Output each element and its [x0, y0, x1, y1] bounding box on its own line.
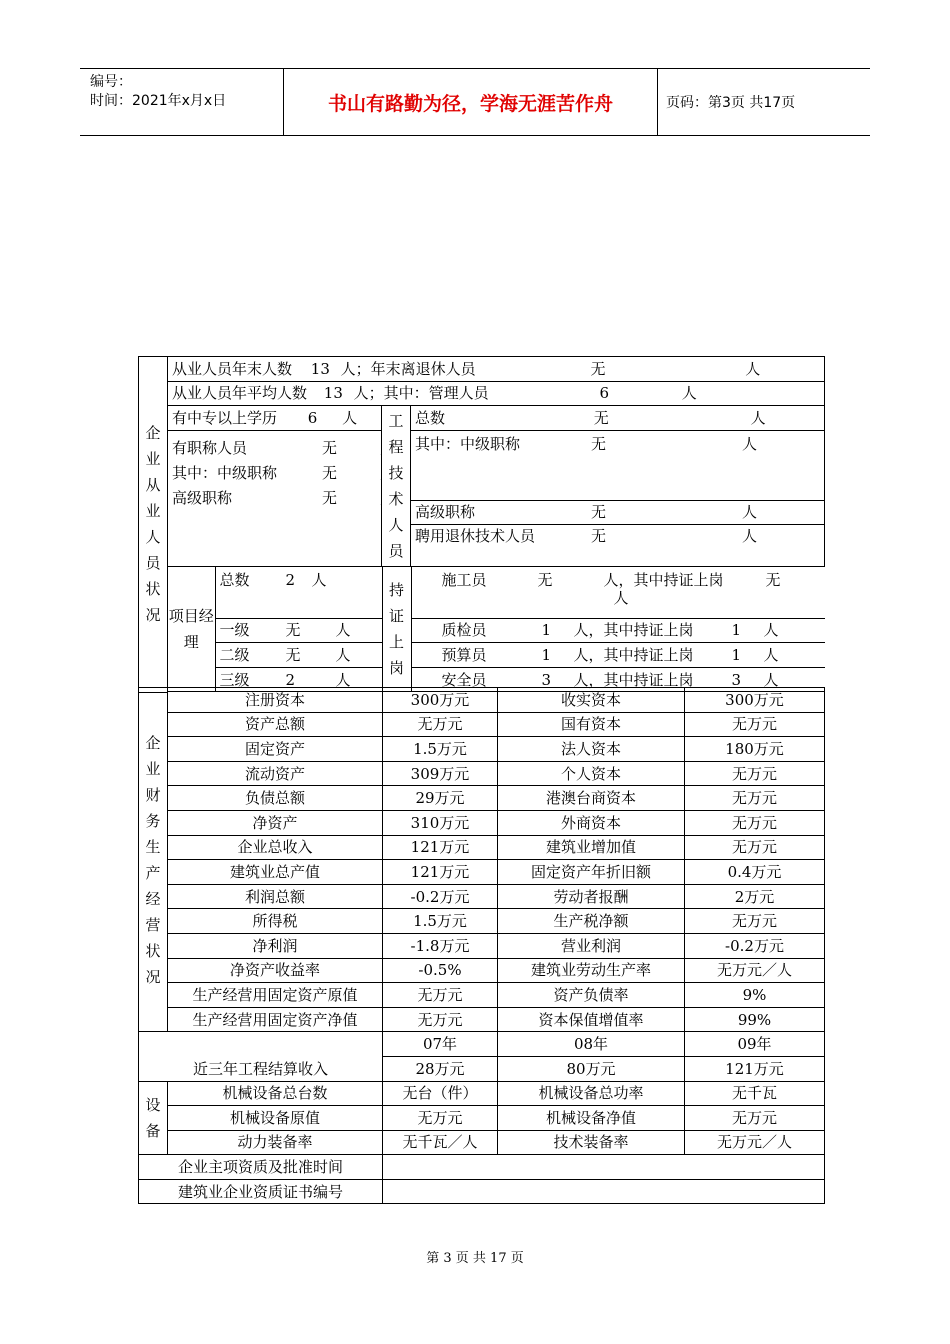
finance-cell: 资产总额 [168, 712, 383, 737]
finance-cell: 个人资本 [498, 761, 685, 786]
table-row [139, 737, 825, 762]
staff-cell: 13 [310, 359, 330, 378]
finance-cell: -1.8万元 [383, 933, 498, 958]
staff-cell: 人；其中：管理人员 [353, 384, 489, 403]
finance-cell: 无万元 [685, 712, 825, 737]
table-row [139, 884, 825, 909]
income-value: 121万元 [685, 1056, 825, 1081]
table-row [139, 983, 825, 1008]
equipment-cell: 无万元 [383, 1106, 498, 1131]
staff-cell: 1 [541, 621, 552, 640]
staff-cell: 无 [285, 646, 301, 665]
staff-cell [380, 489, 382, 507]
finance-cell: 营业利润 [498, 933, 685, 958]
table-row [139, 381, 825, 406]
finance-cell: 负债总额 [168, 786, 383, 811]
staff-cell: 有中专以上学历 [172, 408, 278, 427]
finance-cell: 121万元 [383, 835, 498, 860]
income-year: 09年 [685, 1032, 825, 1057]
finance-cell: 资产负债率 [498, 983, 685, 1008]
finance-cell: 无万元 [383, 712, 498, 737]
staff-cell: 无 [591, 527, 607, 546]
staff-cell: 从业人员年末人数 [172, 359, 293, 378]
table-row [139, 1007, 825, 1032]
staff-cell: 一级 [219, 621, 250, 640]
income-year: 07年 [383, 1032, 498, 1057]
finance-cell: 300万元 [383, 688, 498, 713]
finance-cell: 净资产收益率 [168, 958, 383, 983]
staff-cell: 2 [285, 571, 296, 590]
equipment-cell: 机械设备总功率 [498, 1081, 685, 1106]
table-row [139, 835, 825, 860]
table-row [139, 357, 825, 382]
finance-cell: 121万元 [383, 860, 498, 885]
finance-cell: 建筑业增加值 [498, 835, 685, 860]
equipment-section-label: 设备 [139, 1081, 168, 1155]
finance-cell: 国有资本 [498, 712, 685, 737]
finance-cell: 注册资本 [168, 688, 383, 713]
table-row [139, 567, 825, 693]
staff-cell: 人，其中持证上岗 [573, 621, 694, 640]
staff-cell: 人，其中持证上岗 [573, 646, 694, 665]
staff-cell: 总数 [415, 408, 446, 427]
finance-cell: 无万元 [685, 761, 825, 786]
equipment-cell: 无万元／人 [685, 1130, 825, 1155]
table-row [139, 712, 825, 737]
staff-cell: 其中：中级职称 [172, 463, 278, 482]
staff-cell: 人 [750, 408, 766, 427]
finance-cell: 无万元 [685, 909, 825, 934]
staff-cell: 预算员 [441, 646, 487, 665]
staff-cell: 3 [541, 670, 552, 689]
enterprise-info-table [138, 356, 825, 693]
staff-cell: 人，其中持证上岗 [573, 670, 694, 689]
finance-cell: 1.5万元 [383, 737, 498, 762]
staff-cell: 人 [681, 384, 697, 403]
income-value: 80万元 [498, 1056, 685, 1081]
staff-section-label: 企业从业人员状况 [139, 357, 168, 693]
staff-cell: 三级 [219, 670, 250, 689]
finance-body [139, 688, 825, 1204]
finance-cell: 无万元 [685, 786, 825, 811]
finance-cell: 180万元 [685, 737, 825, 762]
staff-cell: 从业人员年平均人数 [172, 384, 308, 403]
table-row [139, 1130, 825, 1155]
staff-cell [380, 464, 382, 482]
qualification-value [383, 1155, 825, 1180]
finance-cell: 收实资本 [498, 688, 685, 713]
table-row [139, 1179, 825, 1204]
finance-cell: 29万元 [383, 786, 498, 811]
title-cell [168, 430, 382, 566]
table-row [139, 1106, 825, 1131]
qualification-label: 企业主项资质及批准时间 [139, 1155, 383, 1180]
finance-cell: -0.2万元 [383, 884, 498, 909]
table-row [139, 786, 825, 811]
staff-cell: 无 [765, 571, 781, 590]
page-header [80, 68, 870, 136]
cert-row [411, 567, 825, 618]
header-motto: 书山有路勤为径，学海无涯苦作舟 [283, 69, 658, 135]
equipment-cell: 机械设备总台数 [168, 1081, 383, 1106]
staff-cell: 人 [335, 621, 351, 640]
table-row [139, 810, 825, 835]
staff-cell: 人 [613, 589, 629, 608]
header-page-label: 页码：第3页 共17页 [666, 95, 796, 111]
table-row [168, 618, 825, 643]
table-row [139, 909, 825, 934]
cert-row [411, 643, 825, 668]
finance-cell: 生产经营用固定资产净值 [168, 1007, 383, 1032]
edu-cell [168, 406, 382, 431]
finance-section-label: 企业财务生产经营状况 [139, 688, 168, 1032]
staff-cell [380, 439, 382, 457]
staff-cell: 人 [335, 670, 351, 689]
staff-cell: 施工员 [441, 571, 487, 590]
staff-cell: 人 [742, 503, 758, 522]
table-row [139, 860, 825, 885]
certificate-value [383, 1179, 825, 1204]
pm-row [215, 643, 382, 668]
staff-cell: 无 [322, 463, 338, 482]
finance-cell: 建筑业总产值 [168, 860, 383, 885]
staff-cell: 人，其中持证上岗 [603, 571, 724, 590]
income-label: 近三年工程结算收入 [139, 1032, 383, 1081]
finance-cell: 无万元／人 [685, 958, 825, 983]
finance-cell: 利润总额 [168, 884, 383, 909]
staff-cell: 1 [731, 646, 742, 665]
staff-cell: 无 [590, 359, 606, 378]
equipment-cell: 机械设备原值 [168, 1106, 383, 1131]
finance-cell: 劳动者报酬 [498, 884, 685, 909]
pm-label: 项目经理 [168, 567, 215, 692]
pm-row [215, 567, 382, 618]
finance-cell: 净利润 [168, 933, 383, 958]
table-row [139, 1081, 825, 1106]
finance-cell: 港澳台商资本 [498, 786, 685, 811]
staff-cell: 高级职称 [415, 503, 476, 522]
equipment-cell: 动力装备率 [168, 1130, 383, 1155]
eng-row [411, 525, 825, 567]
cert-label: 持证上岗 [382, 567, 411, 692]
finance-cell: 2万元 [685, 884, 825, 909]
finance-cell: 固定资产年折旧额 [498, 860, 685, 885]
staff-cell: 人 [742, 527, 758, 546]
staff-cell: 1 [731, 621, 742, 640]
staff-cell: 人 [763, 670, 779, 689]
table-row [168, 567, 825, 618]
finance-cell: 流动资产 [168, 761, 383, 786]
table-row [139, 1032, 825, 1057]
finance-cell: 无万元 [383, 983, 498, 1008]
finance-cell: 外商资本 [498, 810, 685, 835]
table-row [168, 643, 825, 668]
staff-row-2 [168, 381, 825, 406]
staff-cell: 人 [763, 621, 779, 640]
finance-table [138, 687, 825, 1204]
staff-cell: 13 [323, 384, 343, 403]
finance-cell: 309万元 [383, 761, 498, 786]
staff-cell: 无 [537, 571, 553, 590]
finance-cell: 生产经营用固定资产原值 [168, 983, 383, 1008]
finance-cell: 生产税净额 [498, 909, 685, 934]
table-row [139, 1155, 825, 1180]
staff-cell: 无 [285, 621, 301, 640]
eng-label: 工程技术人员 [382, 406, 411, 567]
staff-cell: 无 [322, 488, 338, 507]
pm-row [215, 618, 382, 643]
income-value: 28万元 [383, 1056, 498, 1081]
staff-row-1 [168, 357, 825, 382]
eng-row [411, 406, 825, 431]
staff-cell: 质检员 [441, 621, 487, 640]
staff-cell: 有职称人员 [172, 438, 248, 457]
pm-block [168, 567, 825, 693]
staff-cell: 总数 [219, 571, 250, 590]
table-row [139, 933, 825, 958]
table-row [139, 958, 825, 983]
cert-row [411, 618, 825, 643]
finance-cell: 资本保值增值率 [498, 1007, 685, 1032]
eng-row [411, 500, 825, 525]
finance-cell: 1.5万元 [383, 909, 498, 934]
staff-cell: 人 [335, 646, 351, 665]
finance-cell: 净资产 [168, 810, 383, 835]
staff-cell: 人 [342, 408, 358, 427]
staff-cell: 高级职称 [172, 488, 233, 507]
equipment-cell: 无千瓦／人 [383, 1130, 498, 1155]
certificate-label: 建筑业企业资质证书编号 [139, 1179, 383, 1204]
finance-cell: 法人资本 [498, 737, 685, 762]
table-row [139, 761, 825, 786]
staff-cell: 人 [311, 571, 327, 590]
finance-cell: -0.2万元 [685, 933, 825, 958]
eng-row [411, 430, 825, 500]
staff-cell: 二级 [219, 646, 250, 665]
finance-cell: 固定资产 [168, 737, 383, 762]
finance-cell: 建筑业劳动生产率 [498, 958, 685, 983]
staff-cell: 人；年末离退休人员 [340, 359, 476, 378]
staff-cell: 人 [763, 646, 779, 665]
staff-cell: 无 [591, 434, 607, 453]
staff-cell: 其中：中级职称 [415, 434, 521, 453]
staff-cell: 安全员 [441, 670, 487, 689]
finance-cell: 0.4万元 [685, 860, 825, 885]
staff-cell: 人 [742, 434, 758, 453]
equipment-cell: 机械设备净值 [498, 1106, 685, 1131]
finance-cell: 300万元 [685, 688, 825, 713]
table-row [139, 406, 825, 431]
staff-cell: 6 [307, 408, 318, 427]
finance-cell: -0.5% [383, 958, 498, 983]
finance-cell: 9% [685, 983, 825, 1008]
equipment-cell: 无千瓦 [685, 1081, 825, 1106]
staff-cell: 2 [285, 670, 296, 689]
pm-subtable [168, 567, 825, 692]
finance-cell: 无万元 [685, 810, 825, 835]
staff-cell: 无 [593, 408, 609, 427]
finance-cell: 企业总收入 [168, 835, 383, 860]
staff-cell: 无 [591, 503, 607, 522]
code-label: 编号： [90, 74, 132, 90]
staff-cell: 无 [322, 438, 338, 457]
equipment-cell: 无万元 [685, 1106, 825, 1131]
staff-cell: 3 [731, 670, 742, 689]
finance-cell: 99% [685, 1007, 825, 1032]
finance-cell: 310万元 [383, 810, 498, 835]
page-footer: 第 3 页 共 17 页 [426, 1251, 524, 1266]
equipment-cell: 技术装备率 [498, 1130, 685, 1155]
staff-cell: 6 [599, 384, 610, 403]
finance-cell: 无万元 [383, 1007, 498, 1032]
table-row [139, 430, 825, 500]
equipment-cell: 无台（件） [383, 1081, 498, 1106]
finance-cell: 无万元 [685, 835, 825, 860]
staff-cell: 人 [745, 359, 761, 378]
header-meta [90, 73, 226, 111]
time-label: 时间：2021年x月x日 [90, 93, 227, 109]
income-year: 08年 [498, 1032, 685, 1057]
table-row [139, 688, 825, 713]
staff-cell: 聘用退休技术人员 [415, 527, 536, 546]
finance-cell: 所得税 [168, 909, 383, 934]
staff-cell: 1 [541, 646, 552, 665]
